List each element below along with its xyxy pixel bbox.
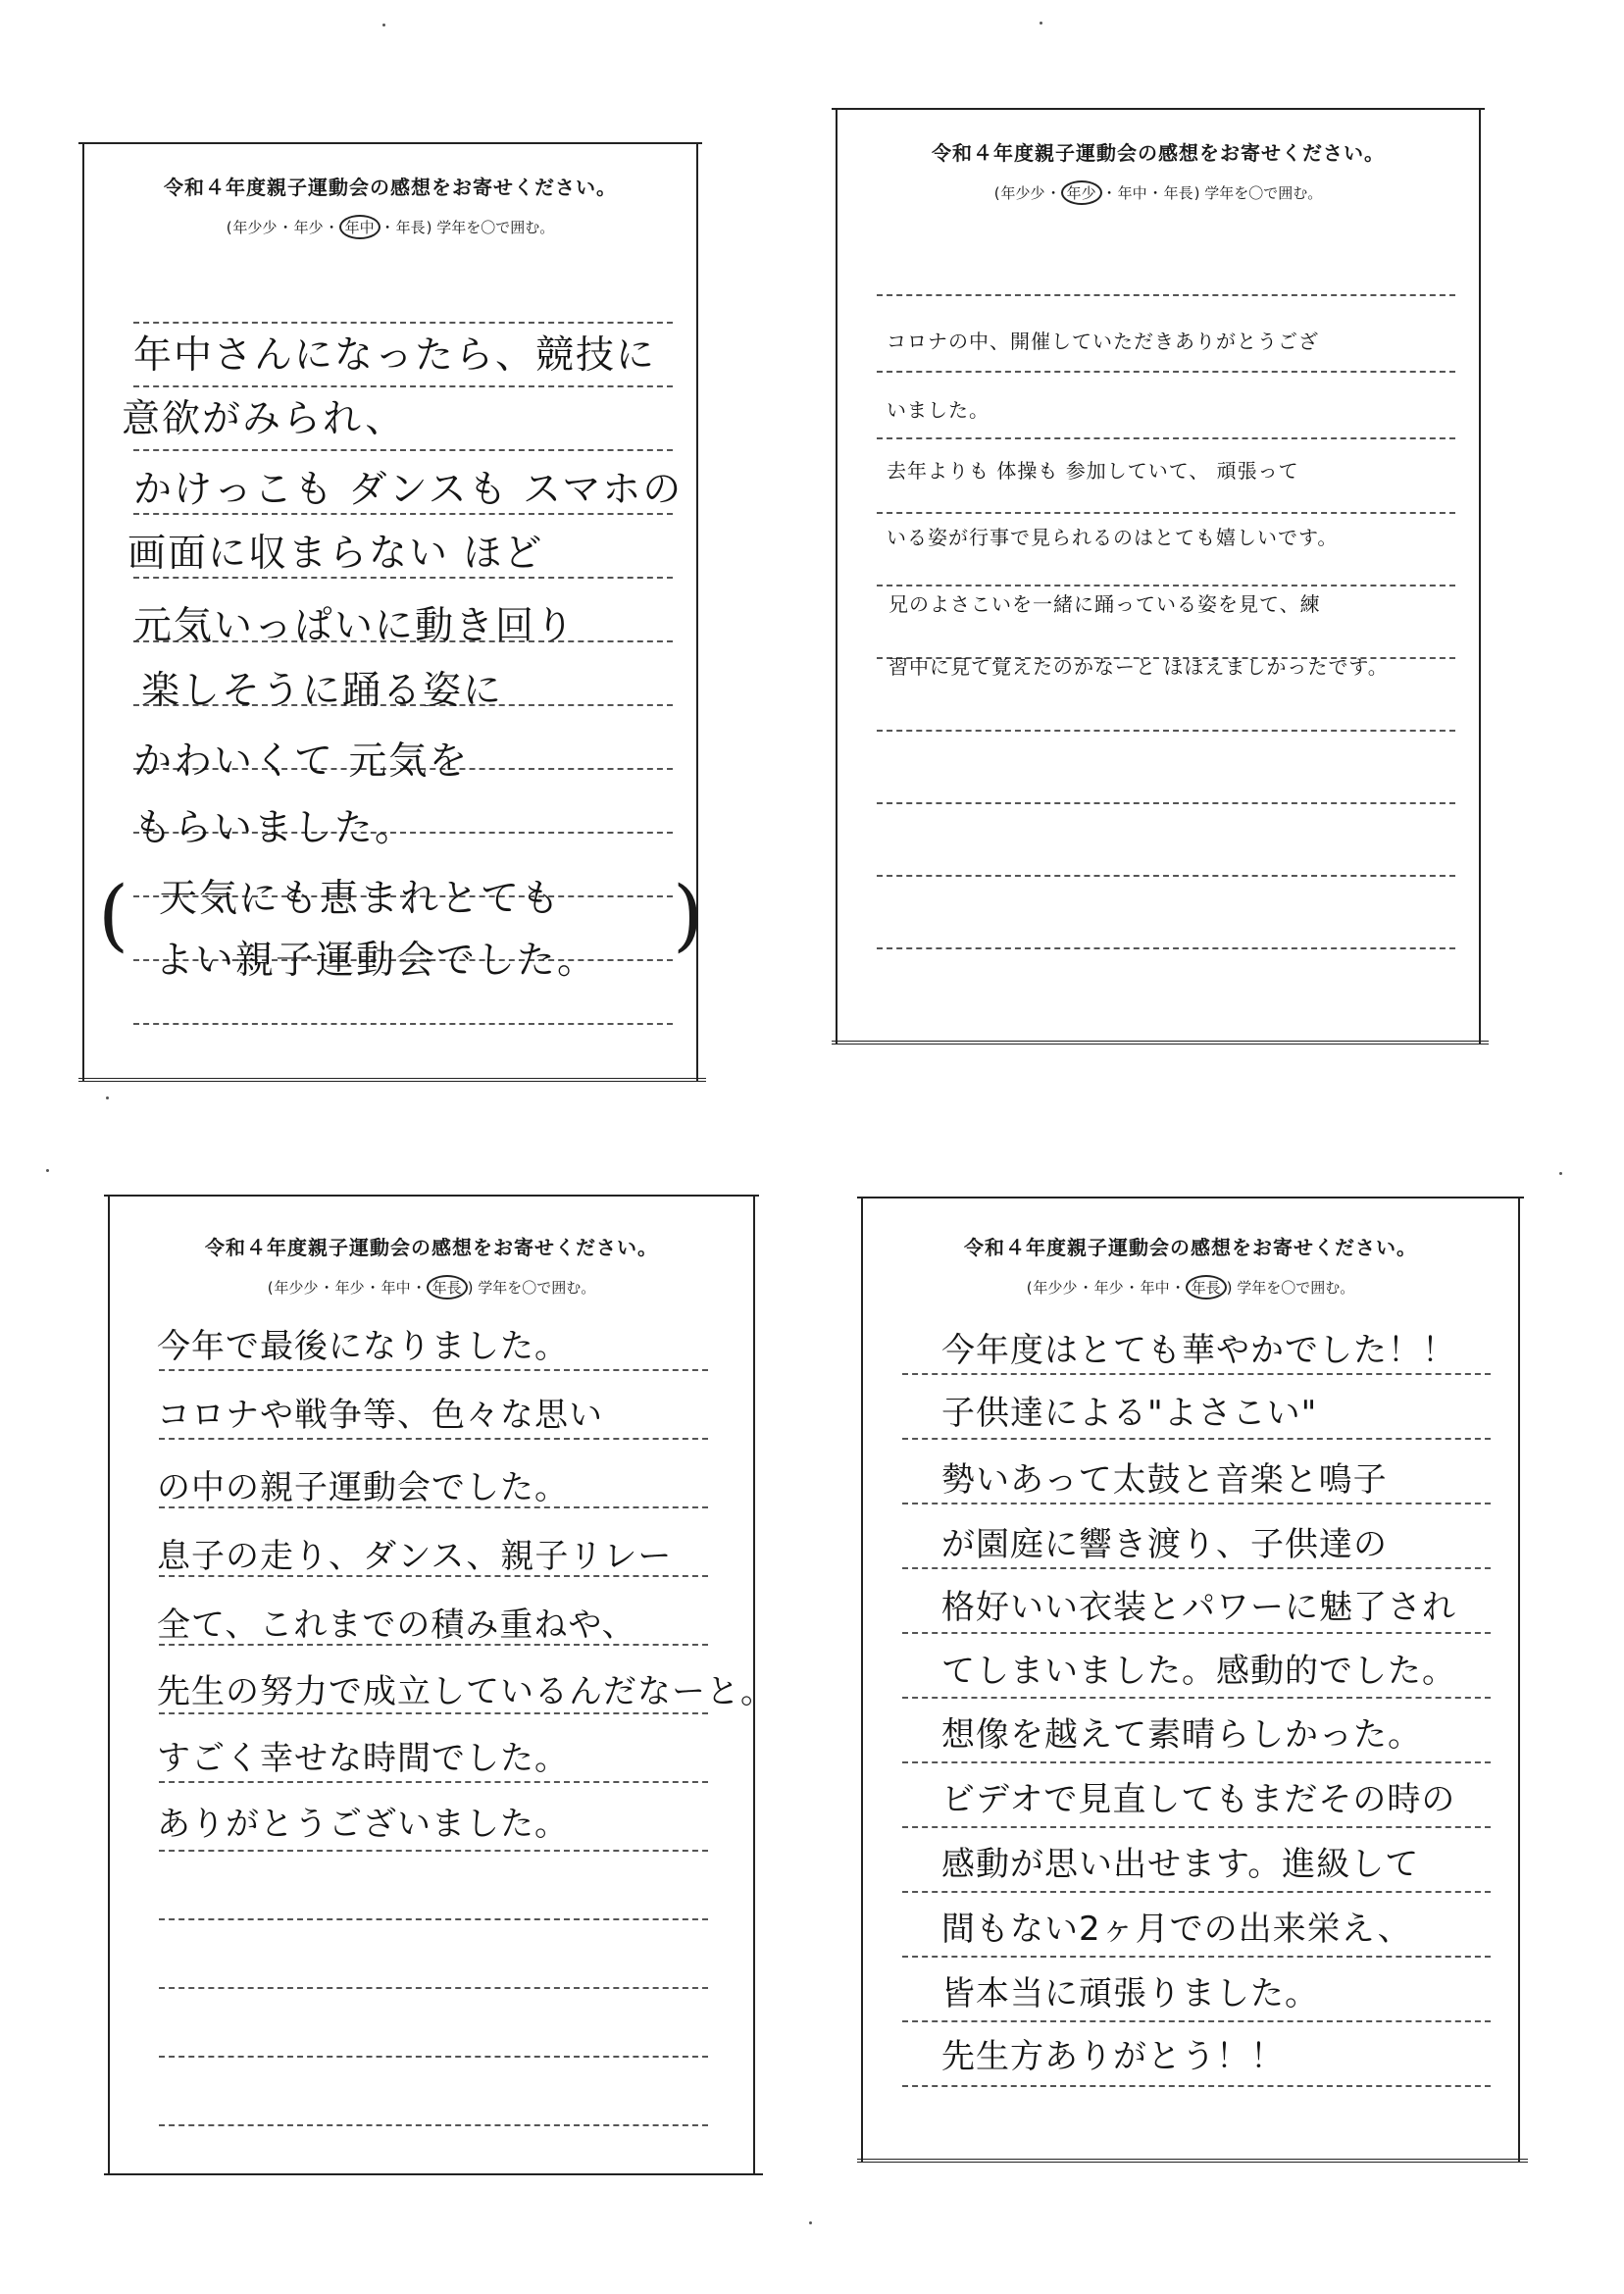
writing-rule — [902, 1891, 1491, 1893]
handwritten-line: 今年で最後になりました。 — [157, 1327, 569, 1366]
handwritten-line: の中の親子運動会でした。 — [157, 1468, 569, 1507]
grade-option: 年長 — [1163, 184, 1193, 202]
card-title: 令和４年度親子運動会の感想をお寄せください。 — [164, 176, 617, 199]
handwritten-line: いました。 — [887, 398, 990, 422]
grade-option: 年少 — [1093, 1279, 1124, 1297]
open-parenthesis: ( — [98, 869, 129, 960]
writing-rule — [159, 1987, 708, 1989]
handwritten-line: すごく幸せな時間でした。 — [157, 1739, 569, 1778]
writing-rule — [159, 2056, 708, 2058]
writing-rule — [133, 385, 673, 387]
card-title: 令和４年度親子運動会の感想をお寄せください。 — [932, 141, 1385, 165]
grade-instruction: 学年を〇で囲む。 — [1204, 184, 1323, 202]
handwritten-line: 天気にも恵まれとても — [159, 877, 562, 921]
grade-option: 年少少 — [274, 1279, 319, 1297]
card-title: 令和４年度親子運動会の感想をお寄せください。 — [205, 1236, 658, 1259]
handwritten-line: かわいくて 元気を — [133, 739, 470, 784]
handwritten-line: コロナの中、開催していただきありがとうござ — [887, 330, 1319, 353]
grade-option: 年少少 — [1000, 184, 1045, 202]
handwritten-line: 画面に収まらない ほど — [127, 532, 544, 576]
writing-rule — [902, 1567, 1491, 1569]
grade-instruction: 学年を〇で囲む。 — [436, 219, 555, 236]
writing-rule — [133, 513, 673, 515]
handwritten-line: 息子の走り、ダンス、親子リレー — [157, 1537, 673, 1576]
writing-rule — [877, 437, 1455, 439]
handwritten-line: 想像を越えて素晴らしかった。 — [941, 1715, 1422, 1755]
grade-option: 年少 — [293, 219, 324, 236]
writing-rule — [159, 1438, 708, 1440]
handwritten-line: が園庭に響き渡り、子供達の — [941, 1525, 1388, 1564]
scan-speck — [106, 1096, 109, 1099]
writing-rule — [902, 1697, 1491, 1699]
grade-option-circled: 年中 — [339, 215, 381, 239]
scan-speck — [809, 2221, 812, 2224]
scan-speck — [1559, 1172, 1562, 1175]
writing-rule — [902, 1632, 1491, 1634]
handwritten-line: コロナや戦争等、色々な思い — [157, 1396, 603, 1435]
grade-option: 年少 — [334, 1279, 365, 1297]
handwritten-line: 去年よりも 体操も 参加していて、 頑張って — [887, 459, 1299, 483]
handwritten-line: 全て、これまでの積み重ねや、 — [157, 1606, 636, 1645]
writing-rule — [133, 449, 673, 451]
writing-rule — [877, 802, 1455, 804]
writing-rule — [133, 1023, 673, 1025]
writing-rule — [159, 2124, 708, 2126]
scan-speck — [1040, 22, 1042, 25]
handwritten-line: 意欲がみられ、 — [122, 397, 406, 441]
handwritten-line: よい親子運動会でした。 — [155, 939, 598, 983]
grade-option-circled: 年少 — [1061, 180, 1102, 205]
writing-rule — [133, 577, 673, 579]
grade-option: 年中 — [381, 1279, 411, 1297]
writing-rule — [159, 1712, 708, 1714]
writing-rule — [877, 294, 1455, 296]
scan-speck — [46, 1169, 49, 1172]
grade-option: 年中 — [1117, 184, 1147, 202]
handwritten-line: 間もない2ヶ月での出来栄え、 — [941, 1910, 1412, 1949]
grade-option-circled: 年長 — [427, 1275, 468, 1300]
handwritten-line: 兄のよさこいを一緒に踊っている姿を見て、練 — [888, 592, 1321, 616]
writing-rule — [902, 2085, 1491, 2087]
handwritten-line: 楽しそうに踊る姿に — [141, 669, 504, 713]
writing-rule — [877, 512, 1455, 514]
grade-option: 年少少 — [232, 219, 278, 236]
handwritten-line: てしまいました。感動的でした。 — [941, 1652, 1456, 1691]
handwritten-line: 子供達による"よさこい" — [941, 1394, 1318, 1433]
grade-option: 年長 — [395, 219, 426, 236]
grade-instruction: 学年を〇で囲む。 — [1237, 1279, 1355, 1297]
handwritten-line: 今年度はとても華やかでした！！ — [941, 1331, 1456, 1370]
handwritten-line: 先生の努力で成立しているんだなーと。 — [157, 1672, 775, 1711]
writing-rule — [159, 1918, 708, 1920]
writing-rule — [902, 1438, 1491, 1440]
handwritten-line: 習中に見て覚えたのかなーと ほほえましかったです。 — [888, 655, 1389, 679]
card-title: 令和４年度親子運動会の感想をお寄せください。 — [964, 1236, 1417, 1259]
writing-rule — [159, 1369, 708, 1371]
writing-rule — [159, 1850, 708, 1852]
writing-rule — [902, 1761, 1491, 1763]
handwritten-line: かけっこも ダンスも スマホの — [133, 468, 684, 512]
close-parenthesis: ) — [673, 869, 704, 960]
handwritten-line: 年中さんになったら、競技に — [133, 333, 657, 378]
writing-rule — [133, 322, 673, 324]
scan-speck — [382, 24, 385, 26]
grade-option: 年中 — [1140, 1279, 1170, 1297]
writing-rule — [902, 1373, 1491, 1375]
grade-selector: (年少少・年少・ 年中 ・年長) 学年を〇で囲む。 — [84, 215, 696, 239]
survey-card-4 — [861, 1197, 1520, 2163]
handwritten-line: いる姿が行事で見られるのはとても嬉しいです。 — [887, 526, 1339, 549]
handwritten-line: 勢いあって太鼓と音楽と鳴子 — [941, 1460, 1388, 1500]
grade-selector: (年少少・年少・年中・ 年長 ) 学年を〇で囲む。 — [863, 1275, 1518, 1300]
grade-selector: (年少少・ 年少 ・年中・年長) 学年を〇で囲む。 — [837, 180, 1479, 205]
writing-rule — [159, 1781, 708, 1783]
writing-rule — [902, 1956, 1491, 1958]
writing-rule — [877, 875, 1455, 877]
writing-rule — [877, 585, 1455, 586]
handwritten-line: 格好いい衣装とパワーに魅了され — [941, 1588, 1456, 1627]
writing-rule — [902, 1826, 1491, 1828]
writing-rule — [902, 1503, 1491, 1504]
survey-card-2 — [836, 108, 1481, 1045]
handwritten-line: ビデオで見直してもまだその時の — [941, 1780, 1456, 1819]
handwritten-line: もらいました。 — [133, 806, 416, 850]
handwritten-line: 皆本当に頑張りました。 — [941, 1974, 1319, 2014]
grade-selector: (年少少・年少・年中・ 年長 ) 学年を〇で囲む。 — [110, 1275, 753, 1300]
handwritten-line: 感動が思い出せます。進級して — [941, 1845, 1420, 1884]
handwritten-line: 元気いっぱいに動き回り — [133, 604, 577, 648]
grade-option: 年少少 — [1033, 1279, 1078, 1297]
writing-rule — [902, 2020, 1491, 2022]
writing-rule — [877, 371, 1455, 373]
writing-rule — [877, 730, 1455, 732]
survey-card-3 — [108, 1195, 775, 2175]
handwritten-line: 先生方ありがとう！！ — [941, 2037, 1285, 2076]
handwritten-line: ありがとうございました。 — [157, 1805, 569, 1844]
survey-card-1 — [82, 142, 704, 1082]
grade-instruction: 学年を〇で囲む。 — [478, 1279, 596, 1297]
grade-option-circled: 年長 — [1186, 1275, 1227, 1300]
writing-rule — [877, 947, 1455, 949]
